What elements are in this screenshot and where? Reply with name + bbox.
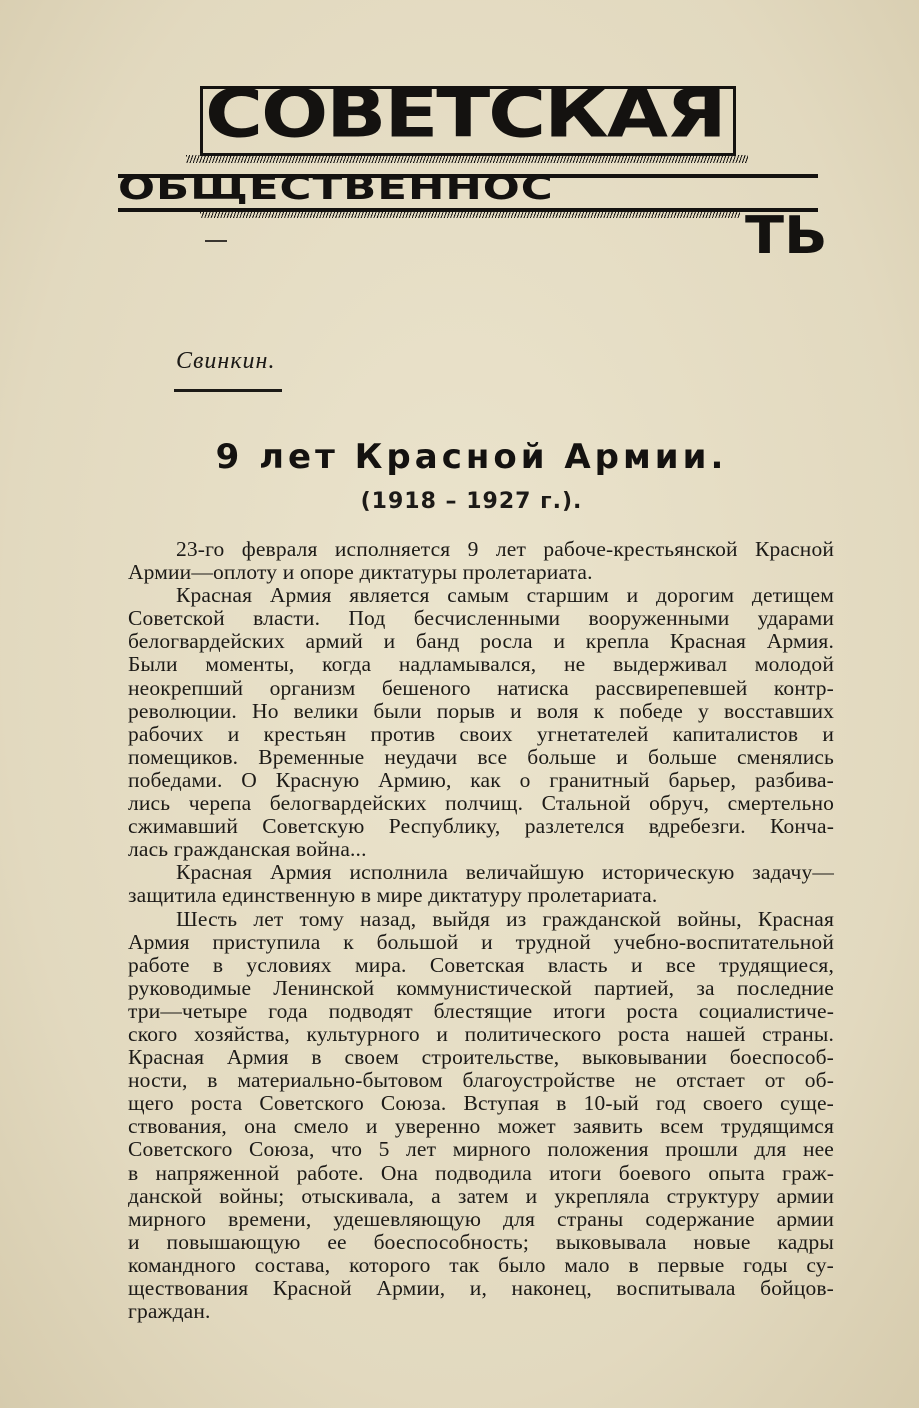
text-line: три—четыре года подводят блестящие итоги роста социалистиче- [128,998,834,1023]
text-line: Были моменты, когда надламывался, не выдерживал молодой [128,652,834,677]
article-author: Свинкин. [176,348,276,374]
text-line: рабочих и крестьян против своих угнетателей капиталистов и [128,721,834,746]
text-line: Красная Армия в своем строительстве, выковывании боеспособ- [128,1045,834,1070]
text-line: Армии—оплоту и опоре диктатуры пролетариата. [128,560,593,585]
text-line: ствования, она смело и уверенно может заявить всем трудящимся [128,1114,834,1139]
text-line: революции. Но велики были порыв и воля к победе у восставших [128,698,834,723]
masthead-title-tail: ТЬ [745,206,828,266]
text-line: граждан. [128,1299,211,1324]
text-line: и повышающую ее боеспособность; выковывала новые кадры [128,1229,834,1254]
text-line: командного состава, которого так было мало в первые годы су- [128,1252,834,1277]
text-line: Шесть лет тому назад, выйдя из гражданской войны, Красная [176,906,834,931]
text-line: защитила единственную в мире диктатуру пролетариата. [128,883,658,908]
masthead-hatch-bottom [200,212,740,218]
masthead-title-line2: ОБЩЕСТВЕННОС [118,168,554,208]
text-line: ского хозяйства, культурного и политического роста нашей страны. [128,1021,834,1046]
article-title-text: 9 лет Красной Армии. [215,437,728,477]
text-line: Армия приступила к большой и трудной учебно-воспитательной [128,929,834,954]
text-line: белогвардейских армий и банд росла и крепла Красная Армия. [128,629,834,654]
text-line: неокрепший организм бешеного натиска рассвирепевшей контр- [128,675,834,700]
text-line: мирного времени, удешевляющую для страны содержание армии [128,1206,834,1231]
text-line: щего роста Советского Союза. Вступая в 10-ый год своего суще- [128,1091,834,1116]
text-line: лись черепа белогвардейских полчищ. Стальной обруч, смертельно [128,791,834,816]
text-line: сжимавший Советскую Республику, разлетелся вдребезги. Конча- [128,814,834,839]
text-line: победами. О Красную Армию, как о гранитный барьер, разбива- [128,767,834,792]
masthead-hatch-top [186,155,748,163]
text-line: Красная Армия исполнила величайшую историческую задачу— [176,860,834,885]
masthead-dash [205,240,227,242]
text-line: лась гражданская война... [128,837,367,862]
text-line: работе в условиях мира. Советская власть и все трудящиеся, [128,952,834,977]
masthead-title-line1: СОВЕТСКАЯ [205,75,725,153]
author-underline [174,389,282,392]
text-line: данской войны; отыскивала, а затем и укрепляла структуру армии [128,1183,834,1208]
masthead [0,0,919,280]
article-body [128,538,834,1323]
article-title [0,437,919,477]
text-line: Советского Союза, что 5 лет мирного положения прошли для нее [128,1137,834,1162]
text-line: в напряженной работе. Она подводила итоги боевого опыта граж- [128,1160,834,1185]
text-line: помещиков. Временные неудачи все больше и больше сменялись [128,744,834,769]
text-line: ности, в материально-бытовом благоустройстве не отстает от об- [128,1068,834,1093]
article-subtitle-text: (1918 – 1927 г.). [360,489,583,514]
text-line: руководимые Ленинской коммунистической партией, за последние [128,975,834,1000]
text-line: 23-го февраля исполняется 9 лет рабоче-крестьянской Красной [176,537,834,561]
text-line: Советской власти. Под бесчисленными вооруженными ударами [128,606,834,631]
text-line: Красная Армия является самым старшим и дорогим детищем [176,583,834,608]
article-subtitle [0,489,919,514]
text-line: ществования Красной Армии, и, наконец, воспитывала бойцов- [128,1276,834,1300]
